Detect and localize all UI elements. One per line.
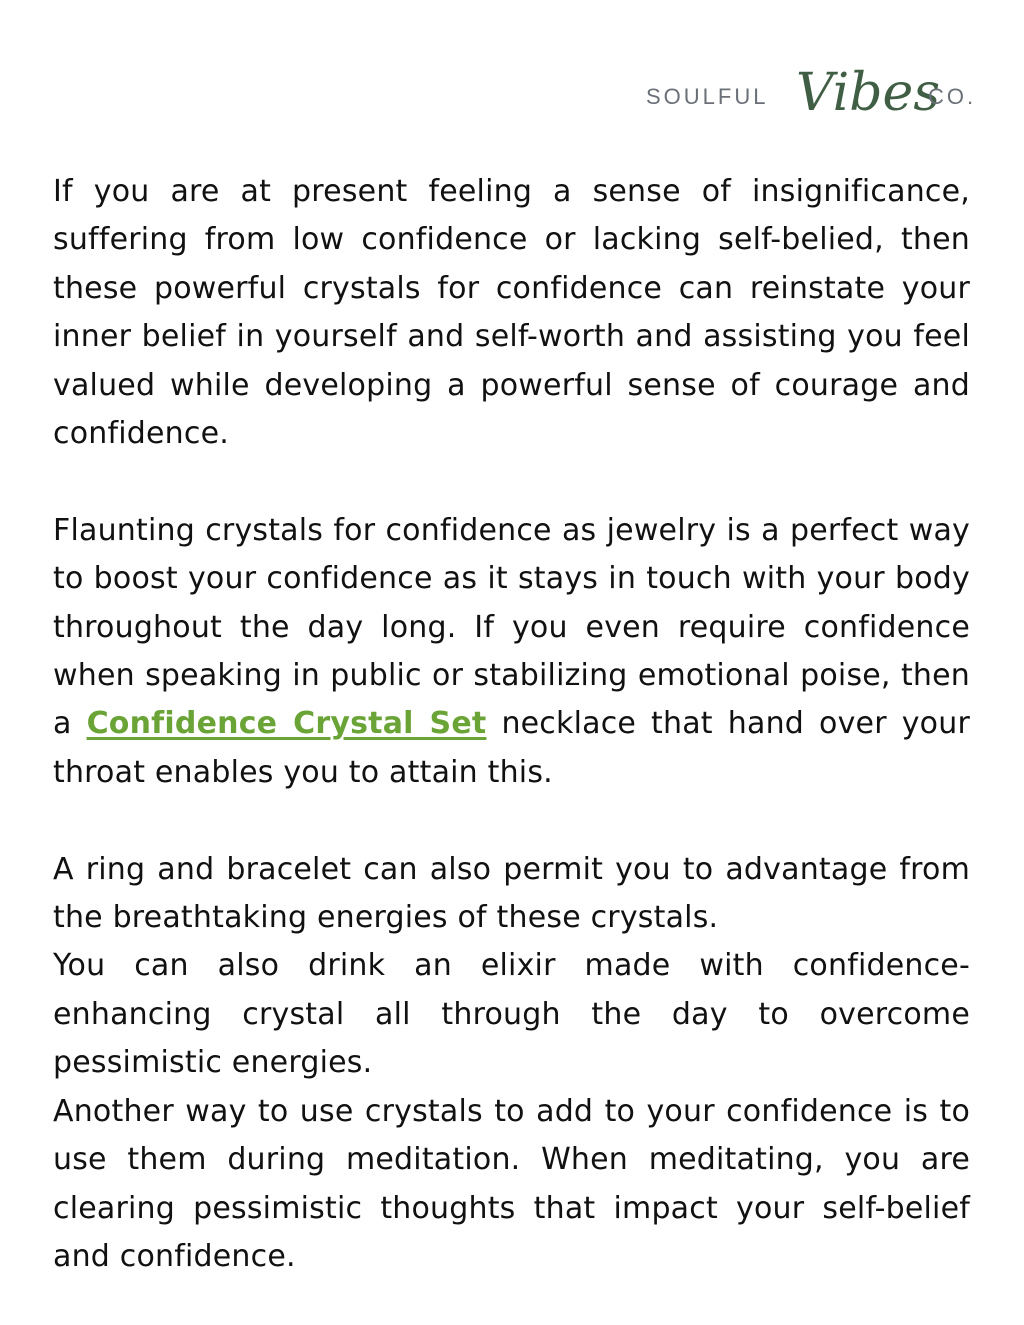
paragraph-2-before-link: Flaunting crystals for confidence as jewelry is a perfect way to boost your confidence as it stays in touch with your body throughout the day long. If you even require confidence when speaking in public or stabilizing emotional poise, then a (53, 512, 970, 742)
paragraph-2-after-link: necklace that hand over your throat enables you to attain this. (53, 706, 970, 790)
paragraph-5: Another way to use crystals to add to your confidence is to use them during meditation. When meditating, you are clearing pessimistic thoughts that impact your self-belief and confidence. (53, 1093, 970, 1274)
brand-logo (646, 48, 976, 148)
logo-graphic (646, 48, 976, 148)
logo-script-text: Vibes (796, 63, 941, 123)
paragraph-1: If you are at present feeling a sense of insignificance, suffering from low confidence or lacking self-belied, then these powerful crystals for confidence can reinstate your inner belief in yourself and self-worth and assisting you feel valued while developing a powerful sense of courage and confidence. (53, 174, 970, 452)
logo-right-text: CO. (928, 84, 976, 109)
paragraph-2 (53, 507, 970, 797)
paragraph-4: You can also drink an elixir made with confidence-enhancing crystal all through the day to overcome pessimistic energies. (53, 948, 970, 1081)
logo-left-text: SOULFUL (646, 84, 769, 109)
article-body (53, 168, 970, 1281)
confidence-crystal-set-link[interactable]: Confidence Crystal Set (86, 706, 487, 742)
paragraph-3: A ring and bracelet can also permit you to advantage from the breathtaking energies of these crystals. (53, 851, 970, 936)
